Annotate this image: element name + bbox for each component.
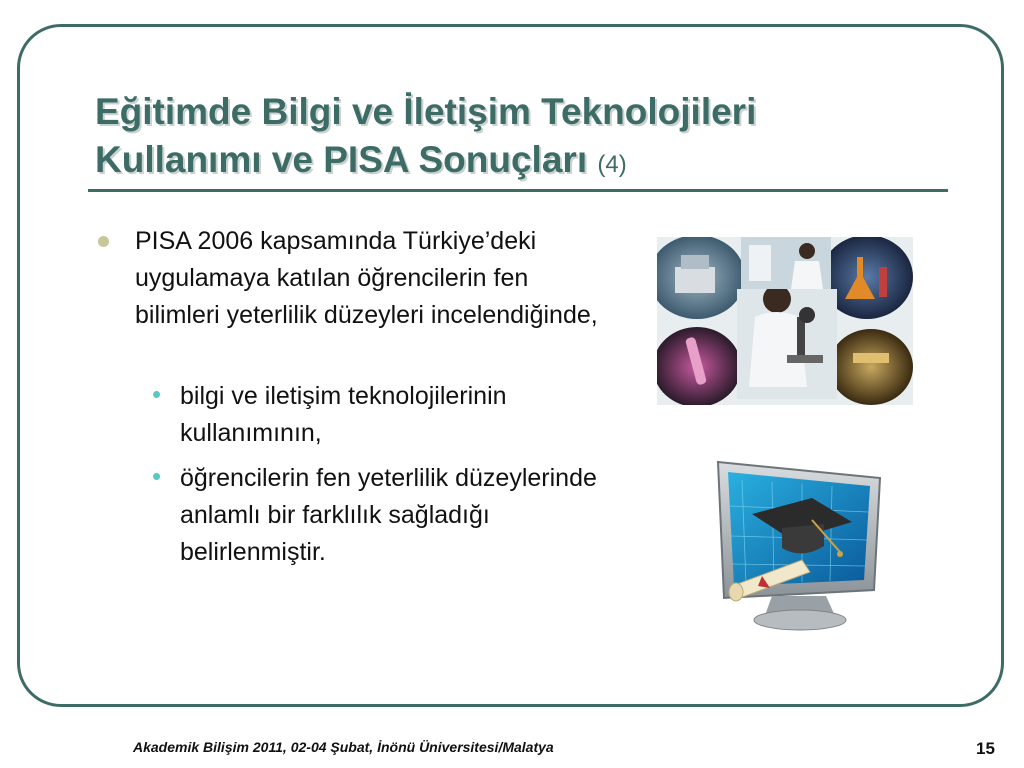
bullet-main [135,223,605,334]
sub-bullet-dot-icon: • [152,379,162,409]
title-line-1: Eğitimde Bilgi ve İletişim Teknolojileri [95,91,757,132]
bullet-main-text: PISA 2006 kapsamında Türkiye’deki uygulamaya katılan öğrencilerin fen bilimleri yeterlilik düzeyleri incelendiğinde, [135,227,598,329]
footer-text: Akademik Bilişim 2011, 02-04 Şubat, İnönü Üniversitesi/Malatya [133,739,554,755]
sub-bullet-1 [152,378,640,452]
laboratory-collage-image [657,237,913,405]
title-underline [88,189,948,192]
computer-monitor-graduation-cap-image [712,456,886,634]
title-suffix: (4) [597,151,627,178]
bullet-dot-icon [98,236,109,247]
page-number: 15 [976,739,995,758]
title-line-2-text: Kullanımı ve PISA Sonuçları [95,139,588,180]
sub-bullet-dot-icon: • [152,461,162,491]
sub-bullet-1-text: bilgi ve iletişim teknolojilerinin kullanımının, [180,382,507,447]
title-line-2 [95,136,955,189]
sub-bullet-2-text: öğrencilerin fen yeterlilik düzeylerinde anlamlı bir farklılık sağladığı belirlenmiştir. [180,464,597,566]
sub-bullet-2 [152,460,640,571]
slide-title [95,88,955,189]
